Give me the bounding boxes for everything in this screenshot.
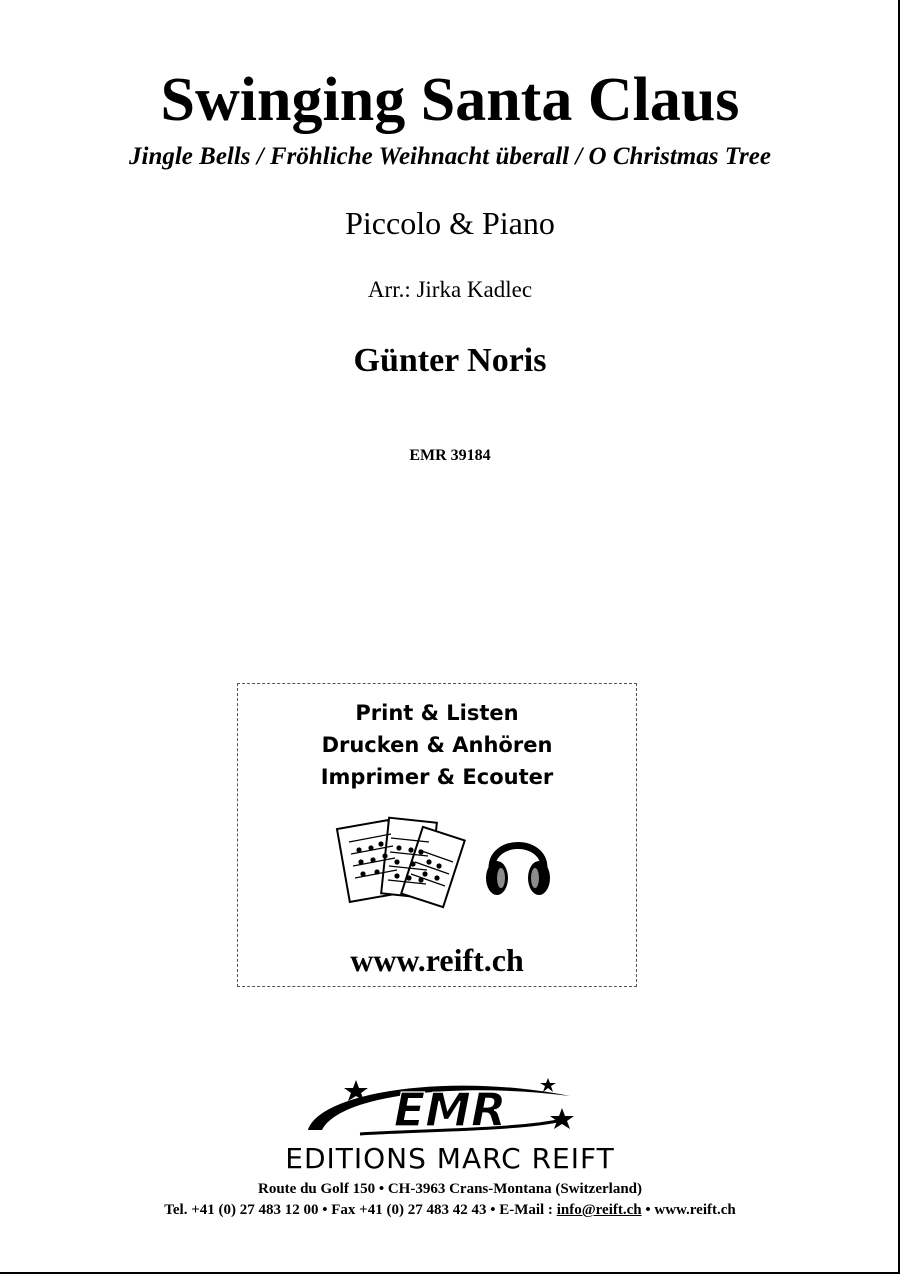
publisher-address: Route du Golf 150 • CH-3963 Crans-Montana (Switzerland) [258,1181,642,1197]
arranger: Arr.: Jirka Kadlec [367,277,533,302]
phone-fax: Tel. +41 (0) 27 483 12 00 • Fax +41 (0) 27 483 42 43 • E-Mail : [164,1202,557,1218]
sheet-music-icon [333,816,467,912]
publisher-contact [0,1201,900,1219]
instrumentation: Piccolo & Piano [345,205,555,241]
composer: Günter Noris [353,342,547,379]
promo-line-english: Print & Listen [355,701,519,725]
score-subtitle: Jingle Bells / Fröhliche Weihnacht überall / O Christmas Tree [129,143,771,170]
promo-line-german: Drucken & Anhören [321,733,553,757]
score-title: Swinging Santa Claus [160,66,740,134]
promo-website[interactable]: www.reift.ch [350,942,524,978]
promo-line-french: Imprimer & Ecouter [320,765,554,789]
logo-text: EMR [393,1083,507,1137]
print-listen-box [237,683,637,987]
email-link[interactable]: info@reift.ch [556,1202,642,1218]
emr-logo [300,1072,590,1142]
catalog-number: EMR 39184 [409,447,491,464]
headphones-icon [482,824,554,898]
publisher-name: EDITIONS MARC REIFT [285,1142,615,1175]
website-footer: • www.reift.ch [641,1202,736,1218]
